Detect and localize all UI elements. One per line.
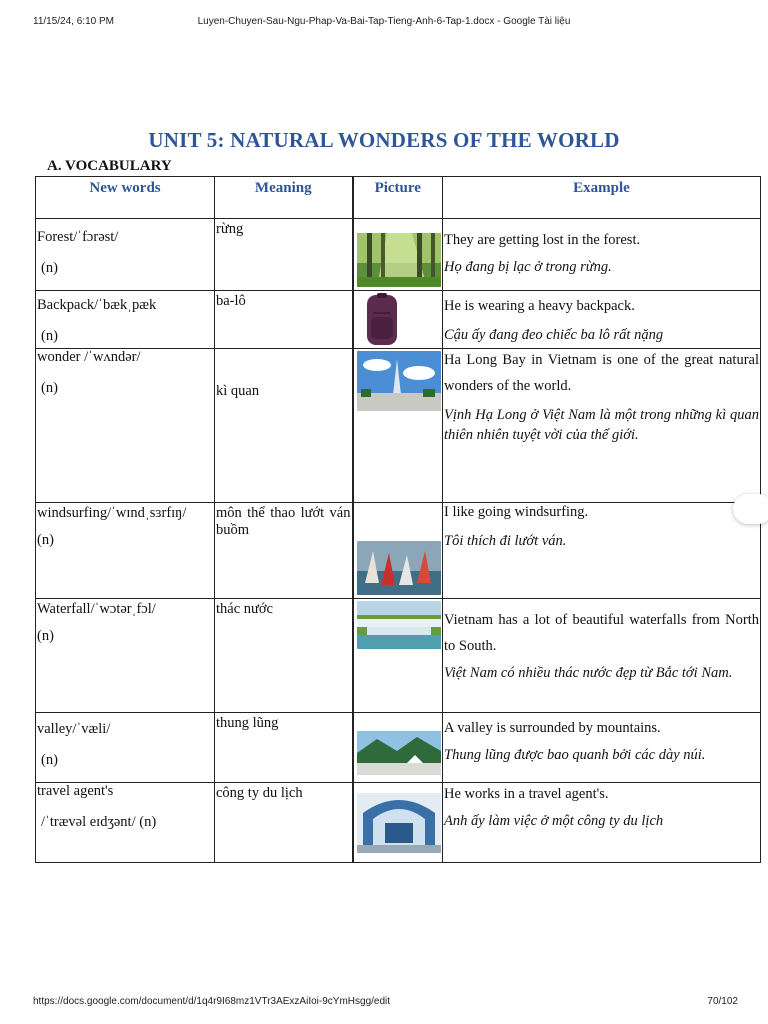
word-text: wonder /ˈwʌndər/	[37, 349, 141, 365]
example-vietnamese: Anh ấy làm việc ở một công ty du lịch	[444, 813, 664, 829]
example-vietnamese: Cậu ấy đang đeo chiếc ba lô rất nặng	[444, 327, 664, 343]
backpack-picture	[357, 293, 441, 347]
picture-cell	[353, 291, 443, 349]
meaning-text: môn thể thao lướt ván buồm	[216, 505, 351, 538]
table-row	[36, 713, 761, 783]
word-cell	[36, 219, 215, 291]
example-cell	[443, 219, 761, 291]
table-row	[36, 291, 761, 349]
part-of-speech: (n)	[41, 380, 58, 396]
table-row	[36, 599, 761, 713]
word-text: travel agent's	[37, 783, 114, 799]
example-cell	[443, 713, 761, 783]
part-of-speech: (n)	[41, 752, 58, 768]
part-of-speech: (n)	[41, 260, 58, 276]
header-meaning: Meaning	[215, 177, 353, 219]
page-counter: 70/102	[707, 996, 738, 1007]
vocabulary-table	[35, 176, 761, 863]
word-cell	[36, 291, 215, 349]
meaning-text: thung lũng	[216, 715, 279, 731]
unit-title: UNIT 5: NATURAL WONDERS OF THE WORLD	[148, 128, 620, 152]
meaning-cell	[215, 219, 353, 291]
windsurfing-picture	[357, 541, 441, 595]
picture-cell	[353, 713, 443, 783]
example-english: He is wearing a heavy backpack.	[444, 298, 635, 314]
meaning-text: thác nước	[216, 601, 273, 617]
section-title: A. VOCABULARY	[47, 158, 172, 174]
meaning-cell	[215, 291, 353, 349]
picture-cell	[353, 783, 443, 863]
example-vietnamese: Thung lũng được bao quanh bởi các dày núi.	[444, 747, 706, 763]
table-row	[36, 503, 761, 599]
example-english: They are getting lost in the forest.	[444, 232, 641, 248]
example-cell	[443, 349, 761, 503]
forest-picture	[357, 233, 441, 287]
print-footer	[0, 996, 768, 1012]
word-cell	[36, 503, 215, 599]
word-text: Waterfall/ˈwɔtərˌfɔl/	[37, 601, 156, 617]
meaning-cell	[215, 503, 353, 599]
print-document-title: Luyen-Chuyen-Sau-Ngu-Phap-Va-Bai-Tap-Tieng-Anh-6-Tap-1.docx - Google Tài liệu	[197, 16, 571, 27]
print-header	[0, 16, 768, 32]
word-text: windsurfing/ˈwɪndˌsɜrfɪŋ/	[37, 505, 187, 521]
table-header-row	[36, 177, 761, 219]
meaning-text: công ty du lịch	[216, 785, 303, 801]
word-text: valley/ˈvæli/	[37, 721, 111, 737]
example-cell	[443, 291, 761, 349]
word-cell	[36, 783, 215, 863]
part-of-speech: /ˈtrævəl eɪdʒənt/ (n)	[41, 814, 157, 830]
part-of-speech: (n)	[37, 532, 54, 548]
side-panel-tab[interactable]	[733, 494, 768, 524]
travel-agent-picture	[357, 793, 441, 853]
meaning-cell	[215, 713, 353, 783]
example-english: Ha Long Bay in Vietnam is one of the great natural wonders of the world.	[444, 352, 759, 394]
word-text: Backpack/ˈbækˌpæk	[37, 297, 157, 313]
print-datetime: 11/15/24, 6:10 PM	[33, 16, 114, 27]
waterfall-picture	[357, 601, 441, 649]
example-vietnamese: Vịnh Hạ Long ở Việt Nam là một trong những kì quan thiên nhiên tuyệt vời của thế giới.	[444, 407, 759, 443]
picture-cell	[353, 599, 443, 713]
print-url: https://docs.google.com/document/d/1q4r9I68mz1VTr3AExzAiIoi-9cYmHsgg/edit	[33, 996, 391, 1007]
example-english: A valley is surrounded by mountains.	[444, 720, 661, 736]
header-picture: Picture	[353, 177, 443, 219]
table-row	[36, 783, 761, 863]
valley-picture	[357, 731, 441, 775]
example-vietnamese: Tôi thích đi lướt ván.	[444, 533, 567, 549]
word-cell	[36, 349, 215, 503]
picture-cell	[353, 503, 443, 599]
meaning-text: rừng	[216, 221, 244, 237]
example-english: Vietnam has a lot of beautiful waterfalls from North to South.	[444, 612, 759, 654]
word-text: Forest/ˈfɔrəst/	[37, 229, 119, 245]
example-cell	[443, 783, 761, 863]
example-cell	[443, 599, 761, 713]
meaning-cell	[215, 599, 353, 713]
meaning-text: ba-lô	[216, 293, 246, 309]
table-row	[36, 219, 761, 291]
table-row	[36, 349, 761, 503]
part-of-speech: (n)	[41, 328, 58, 344]
word-cell	[36, 713, 215, 783]
meaning-cell	[215, 783, 353, 863]
example-vietnamese: Họ đang bị lạc ở trong rừng.	[444, 259, 612, 275]
example-english: I like going windsurfing.	[444, 504, 589, 520]
meaning-text: kì quan	[216, 383, 260, 399]
example-vietnamese: Việt Nam có nhiều thác nước đẹp từ Bắc tới Nam.	[444, 665, 733, 681]
header-example: Example	[443, 177, 761, 219]
meaning-cell	[215, 349, 353, 503]
word-cell	[36, 599, 215, 713]
picture-cell	[353, 349, 443, 503]
header-new-words: New words	[36, 177, 215, 219]
example-english: He works in a travel agent's.	[444, 786, 609, 802]
picture-cell	[353, 219, 443, 291]
example-cell	[443, 503, 761, 599]
ha-long-bay-picture	[357, 351, 441, 411]
part-of-speech: (n)	[37, 628, 54, 644]
